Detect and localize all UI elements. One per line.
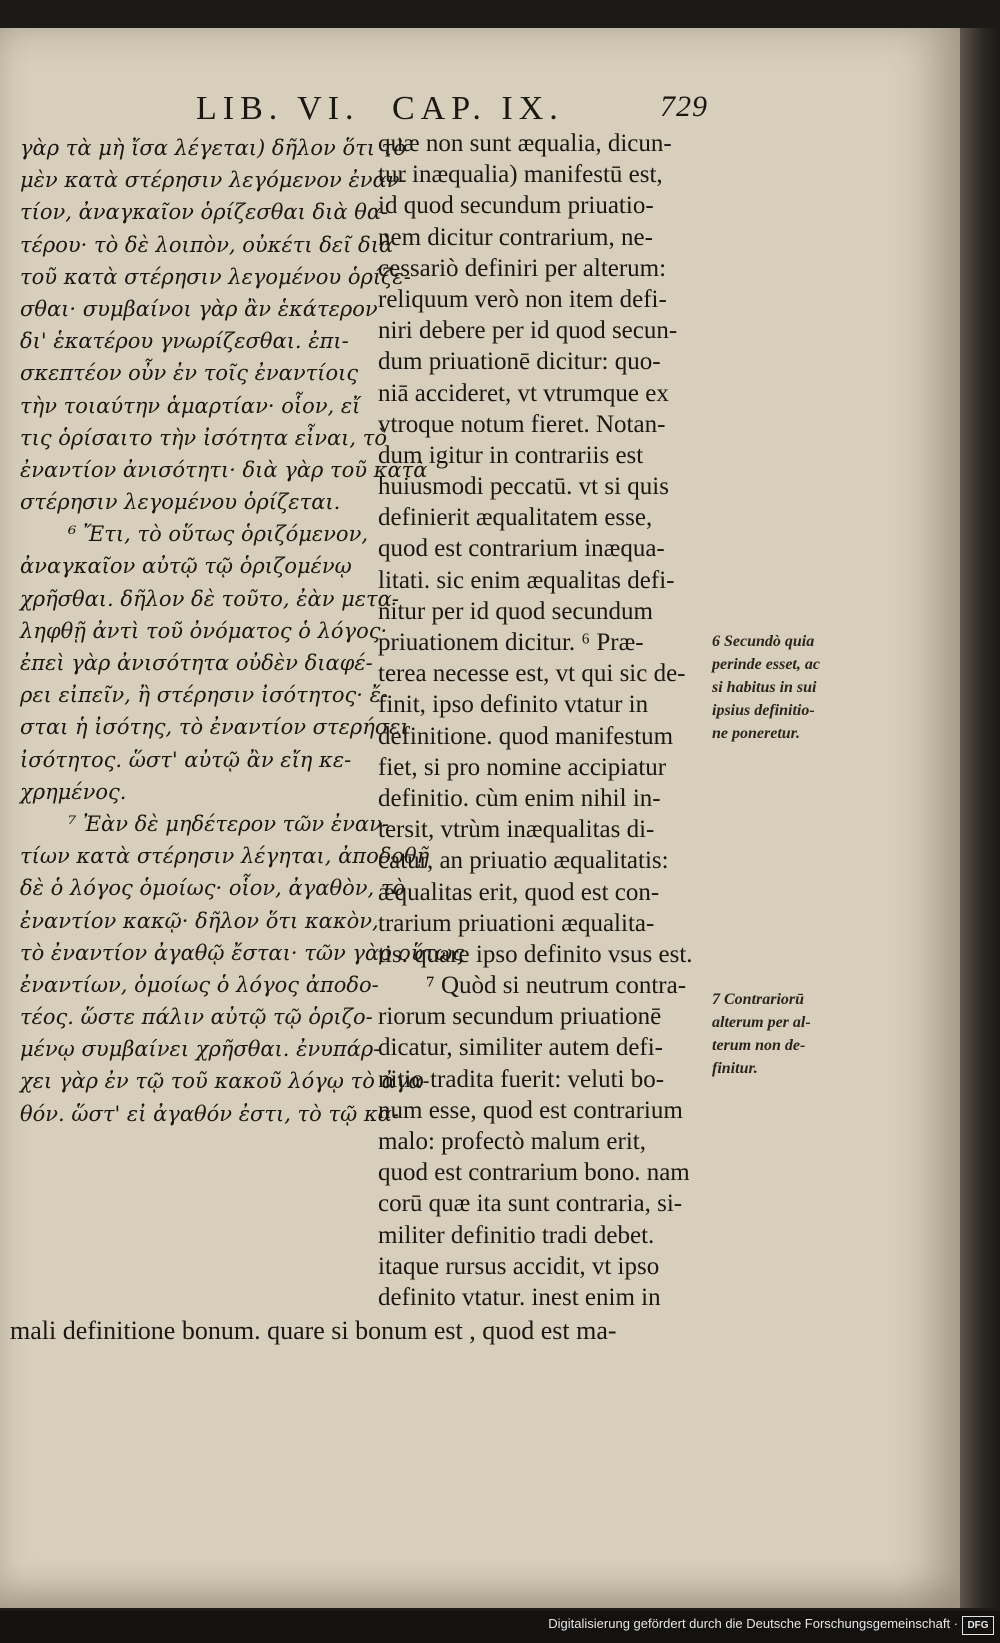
greek-line: τίον, ἀναγκαῖον ὁρίζεσθαι διὰ θα- [20,200,389,225]
latin-line: huiusmodi peccatū. vt si quis [378,473,669,501]
book-label: LIB. VI. [196,90,360,127]
latin-line: definito vtatur. inest enim in [378,1283,661,1311]
greek-line: τίων κατὰ στέρησιν λέγηται, ἀποδοθῇ [20,844,430,869]
margin-note-line: 7 Contrariorū [712,991,805,1008]
latin-line: niri debere per id quod secun- [378,317,678,345]
latin-line: definitio. cùm enim nihil in- [378,784,661,812]
full-width-last-line: mali definitione bonum. quare si bonum est , quod est ma- [10,1316,617,1345]
greek-line: σκεπτέον οὖν ἐν τοῖς ἐναντίοις [20,361,359,386]
latin-line: num esse, quod est contrarium [378,1096,683,1124]
greek-line: ἐναντίον κακῷ· δῆλον ὅτι κακὸν, [20,908,379,933]
latin-line: priuationem dicitur. ⁶ Præ- [378,629,644,656]
latin-line: dum igitur in contrariis est [378,441,644,469]
greek-line: ληφθῇ ἀντὶ τοῦ ὀνόματος ὁ λόγος· [20,618,388,643]
latin-line: tur inæqualia) manifestū est, [378,161,663,189]
latin-line: quod est contrarium inæqua- [378,535,665,563]
latin-line: riorum secundum priuationē [378,1003,662,1031]
greek-line: θόν. ὥστ' εἰ ἀγαθόν ἐστι, τὸ τῷ κα- [20,1101,399,1126]
latin-line: dum priuationē dicitur: quo- [378,348,661,376]
margin-note-line: terum non de- [712,1037,806,1054]
page-number: 729 [660,90,708,123]
latin-line: malo: profectò malum erit, [378,1128,646,1155]
greek-line: ἐναντίον ἀνισότητι· διὰ γὰρ τοῦ κατὰ [20,457,428,482]
greek-line: γὰρ τὰ μὴ ἴσα λέγεται) δῆλον ὅτι τὸ [20,136,406,160]
latin-line: quæ non sunt æqualia, dicun- [378,130,672,157]
margin-note-line: 6 Secundò quia [712,633,815,650]
latin-line: nitio tradita fuerit: veluti bo- [378,1065,665,1093]
latin-line: ⁷ Quòd si neutrum contra- [426,972,687,1000]
greek-line: τὴν τοιαύτην ἁμαρτίαν· οἷον, εἴ [20,393,361,418]
margin-note-line: ne poneretur. [712,725,801,742]
greek-line: ρει εἰπεῖν, ἢ στέρησιν ἰσότητος· ἔ- [20,683,389,708]
latin-line: catur, an priuatio æqualitatis: [378,847,669,875]
latin-line: quod est contrarium bono. nam [378,1159,690,1187]
greek-line: δὲ ὁ λόγος ὁμοίως· οἷον, ἀγαθὸν, τὸ [20,876,406,901]
margin-note-6 [712,630,820,745]
latin-line: niā accideret, vt vtrumque ex [378,379,669,407]
greek-line: χει γὰρ ἐν τῷ τοῦ κακοῦ λόγῳ τὸ ἀγα- [20,1069,430,1094]
greek-text-column [20,132,465,1130]
chapter-label: CAP. IX. [392,90,564,127]
dfg-logo: DFG [962,1616,994,1635]
margin-note-line: si habitus in sui [712,679,817,696]
margin-note-line: finitur. [712,1060,758,1077]
latin-line: finit, ipso definito vtatur in [378,691,649,719]
greek-line: μένῳ συμβαίνει χρῆσθαι. ἐνυπάρ- [20,1037,381,1062]
latin-line: militer definitio tradi debet. [378,1221,655,1249]
funding-notice: Digitalisierung gefördert durch die Deutsche Forschungsgemeinschaft · [548,1616,958,1631]
latin-line: tis. quare ipso definito vsus est. [378,940,693,968]
greek-line: τὸ ἐναντίον ἀγαθῷ ἔσται· τῶν γὰρ οὕτως [20,940,465,965]
margin-note-7 [712,988,811,1080]
latin-line: fiet, si pro nomine accipiatur [378,753,667,781]
greek-line: χρῆσθαι. δῆλον δὲ τοῦτο, ἐὰν μετα- [20,586,399,611]
latin-line: definierit æqualitatem esse, [378,504,653,532]
greek-line: ἐπεὶ γὰρ ἀνισότητα οὐδὲν διαφέ- [20,651,373,675]
greek-line: τοῦ κατὰ στέρησιν λεγομένου ὁρίζε- [20,264,411,289]
greek-line: δι' ἑκατέρου γνωρίζεσθαι. ἐπι- [20,329,349,354]
greek-line: ⁶ Ἔτι, τὸ οὕτως ὁριζόμενον, [68,522,369,547]
latin-line: litati. sic enim æqualitas defi- [378,566,675,594]
greek-line: τέος. ὥστε πάλιν αὐτῷ τῷ ὁριζο- [20,1005,373,1030]
latin-line: æqualitas erit, quod est con- [378,878,660,906]
latin-line: corū quæ ita sunt contraria, si- [378,1190,683,1218]
greek-line: τέρου· τὸ δὲ λοιπὸν, οὐκέτι δεῖ διὰ [20,232,394,257]
margin-note-line: perinde esset, ac [712,656,820,673]
latin-line: definitione. quod manifestum [378,722,674,750]
greek-line: μὲν κατὰ στέρησιν λεγόμενον ἐναν- [20,168,407,193]
latin-line: nitur per id quod secundum [378,597,653,625]
latin-line: nem dicitur contrarium, ne- [378,223,653,251]
greek-line: ἰσότητος. ὥστ' αὐτῷ ἂν εἴη κε- [20,747,352,772]
latin-line: id quod secundum priuatio- [378,192,654,220]
greek-line: ἀναγκαῖον αὐτῷ τῷ ὁριζομένῳ [20,554,352,579]
latin-text-column [378,128,708,1313]
latin-line: terea necesse est, vt qui sic de- [378,660,686,688]
margin-note-line: alterum per al- [712,1014,811,1031]
greek-line: σθαι· συμβαίνοι γὰρ ἂν ἑκάτερον [20,296,378,321]
latin-line: cessariò definiri per alterum: [378,254,667,282]
greek-line: ⁷ Ἐὰν δὲ μηδέτερον τῶν ἐναν- [68,811,389,836]
greek-line: χρημένος. [20,779,127,804]
greek-line: ἐναντίων, ὁμοίως ὁ λόγος ἀποδο- [20,972,379,997]
footer-bar [0,1611,1000,1643]
latin-line: dicatur, similiter autem defi- [378,1034,664,1062]
latin-line: reliquum verò non item defi- [378,285,667,313]
latin-line: itaque rursus accidit, vt ipso [378,1252,660,1280]
greek-line: σται ἡ ἰσότης, τὸ ἐναντίον στερήσει [20,715,409,740]
latin-line: trarium priuationi æqualita- [378,909,655,937]
latin-line: tersit, vtrùm inæqualitas di- [378,816,655,844]
greek-line: στέρησιν λεγομένου ὁρίζεται. [20,490,341,515]
latin-line: vtroque notum fieret. Notan- [378,410,666,438]
greek-line: τις ὁρίσαιτο τὴν ἰσότητα εἶναι, τὸ [20,425,388,450]
margin-note-line: ipsius definitio- [712,702,815,719]
book-edge [960,28,1000,1608]
